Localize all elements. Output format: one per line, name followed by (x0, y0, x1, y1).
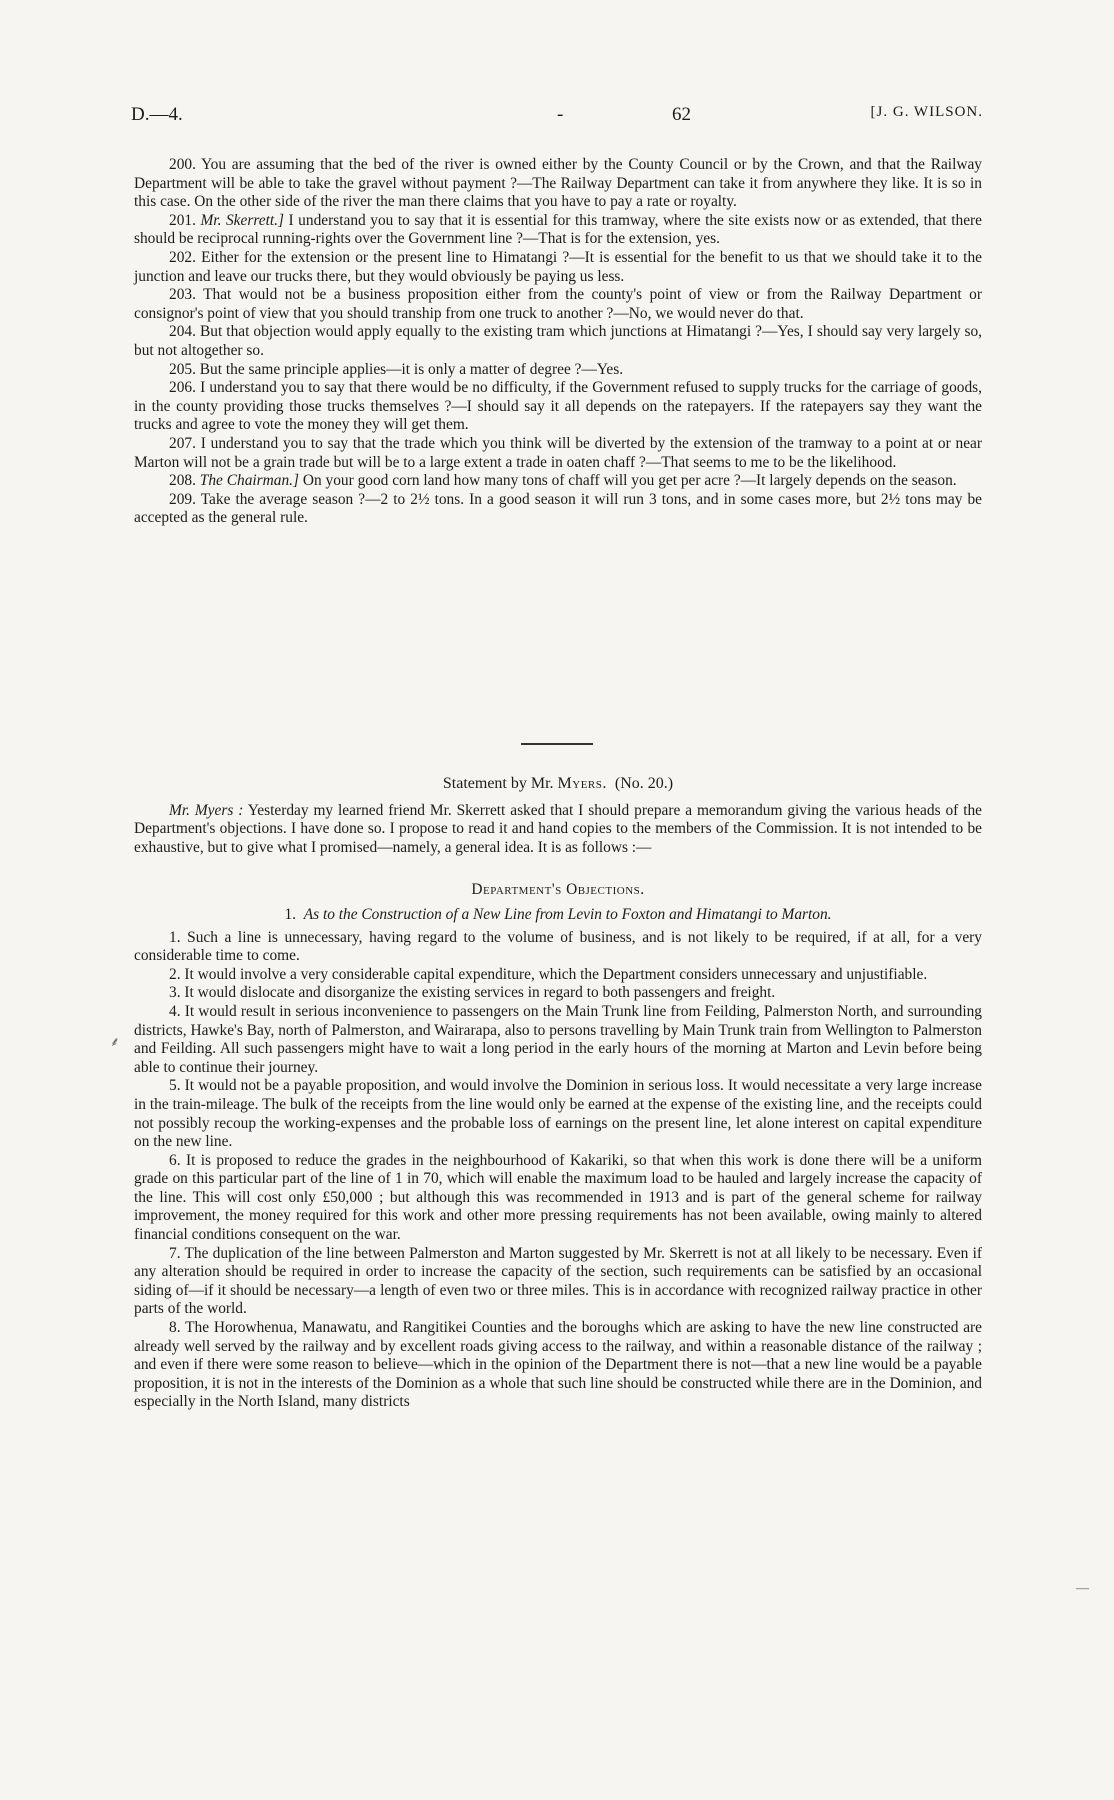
margin-mark: ⸙ (110, 1034, 120, 1049)
section-divider (521, 743, 593, 745)
evidence-questions (134, 156, 982, 528)
running-header (131, 104, 983, 134)
speaker: Mr. Myers : (169, 801, 244, 819)
question-204: 204. But that objection would apply equally to the existing tram which junctions at Himatangi ?—Yes, I should say very largely so, but not altogether so. (134, 323, 982, 359)
objection-7: 7. The duplication of the line between Palmerston and Marton suggested by Mr. Skerrett is not at all likely to be necessary. Even if any alteration should be required in order to increase the capacity of the section, such requirements can be satisfied by an occasional siding of—if it should be necessary—a length of even two or three miles. This is in accordance with recognized railway practice in other parts of the world. (134, 1244, 982, 1318)
margin-mark: ― (1076, 1580, 1089, 1595)
question-203: 203. That would not be a business proposition either from the county's point of view or from the Railway Department or consignor's point of view that you should tranship from one truck to another ?—No, we would never do that. (134, 286, 982, 322)
speaker: Mr. Skerrett.] (200, 211, 284, 229)
objections-heading: Department's Objections. (471, 881, 645, 899)
question-200: 200. You are assuming that the bed of the river is owned either by the County Council or by the Crown, and that the Railway Department will be able to take the gravel without payment ?—The Railway Department can take it from anywhere they like. It is so in this case. On the other side of the river the man there claims that you have to pay a rate or royalty. (134, 156, 982, 211)
objection-6: 6. It is proposed to reduce the grades in the neighbourhood of Kakariki, so that when this work is done there will be a uniform grade on this particular part of the line of 1 in 70, which will enable the maximum load to be hauled and largely increase the capacity of the line. This will cost only £50,000 ; but although this was recommended in 1913 and is part of the general scheme for railway improvement, the money required for this work and other more pressing requirements has not been available, owing mainly to altered financial conditions consequent on the war. (134, 1151, 982, 1244)
objection-5: 5. It would not be a payable proposition, and would involve the Dominion in serious loss. It would necessitate a very large increase in the train-mileage. The bulk of the receipts from the line would only be earned at the expense of the existing line, and the receipts could not possibly recoup the working-expenses and the probable loss of earnings on the present line, let alone interest on capital expenditure on the new line. (134, 1077, 982, 1151)
question-206: 206. I understand you to say that there would be no difficulty, if the Government refused to supply trucks for the carriage of goods, in the county providing those trucks themselves ?—I should say it all depends on the ratepayers. If the ratepayers say they want the trucks and agree to vote the money they will get them. (134, 379, 982, 434)
objection-2: 2. It would involve a very considerable capital expenditure, which the Department considers unnecessary and unjustifiable. (169, 965, 928, 983)
question-208: 208. The Chairman.] On your good corn land how many tons of chaff will you get per acre ?—It largely depends on the season. (169, 472, 957, 490)
objection-3: 3. It would dislocate and disorganize the existing services in regard to both passengers and freight. (169, 984, 776, 1002)
header-dash: - (557, 104, 564, 125)
witness-name: [J. G. WILSON. (870, 104, 983, 120)
objection-4: 4. It would result in serious inconvenience to passengers on the Main Trunk line from Feilding, Palmerston North, and surrounding districts, Hawke's Bay, north of Palmerston, and Wairarapa, also to persons travelling by Main Trunk train from Wellington to Palmerston and Feilding. All such passengers might have to wait a long period in the early hours of the morning at Marton and Levin before being able to continue their journey. (134, 1002, 982, 1076)
question-207: 207. I understand you to say that the trade which you think will be diverted by the extension of the tramway to a point at or near Marton will not be a grain trade but will be to a large extent a trade in oaten chaff ?—That seems to me to be the likelihood. (134, 434, 982, 471)
page-number: 62 (672, 104, 691, 125)
objection-8: 8. The Horowhenua, Manawatu, and Rangitikei Counties and the boroughs which are asking to have the new line constructed are already well served by the railway and by excellent roads giving access to the railway, and within a reasonable distance of the railway ; and even if there were some reason to believe—which in the opinion of the Department there is not—that a new line would be a payable proposition, it is not in the interests of the Dominion as a whole that such line should be constructed while there are in the Dominion, and especially in the North Island, many districts (134, 1319, 982, 1411)
question-201: 201. Mr. Skerrett.] I understand you to say that it is essential for this tramway, where the site exists now or as extended, that there should be reciprocal running-rights over the Government line ?—That is for the extension, yes. (134, 211, 982, 248)
question-202: 202. Either for the extension or the present line to Himatangi ?—It is essential for the benefit to us that we should take it to the junction and leave our trucks there, but they would obviously be paying us less. (134, 248, 982, 285)
objection-1: 1. Such a line is unnecessary, having regard to the volume of business, and is not likely to be required, if at all, for a very considerable time to come. (134, 928, 982, 965)
question-209: 209. Take the average season ?—2 to 2½ tons. In a good season it will run 3 tons, and in some cases more, but 2½ tons may be accepted as the general rule. (134, 490, 982, 527)
question-205: 205. But the same principle applies—it is only a matter of degree ?—Yes. (169, 360, 624, 378)
objections-subheading: 1. As to the Construction of a New Line from Levin to Foxton and Himatangi to Marton. (284, 905, 832, 923)
statement-title: Statement by Mr. Myers. (No. 20.) (442, 775, 674, 792)
document-code: D.—4. (131, 104, 183, 125)
statement-section (134, 775, 982, 1412)
speaker: The Chairman.] (199, 472, 299, 490)
statement-intro: Mr. Myers : Yesterday my learned friend Mr. Skerrett asked that I should prepare a memorandum giving the various heads of the Department's objections. I have done so. I propose to read it and hand copies to the members of the Commission. It is not intended to be exhaustive, but to give what I promised—namely, a general idea. It is as follows :— (134, 801, 982, 856)
